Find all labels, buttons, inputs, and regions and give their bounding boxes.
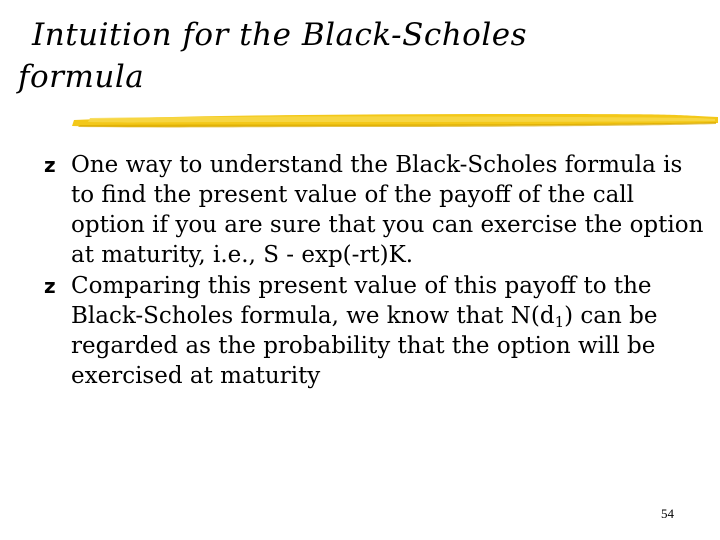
bullet-marker: z bbox=[44, 274, 56, 298]
page-number: 54 bbox=[661, 506, 674, 521]
subscript: 1 bbox=[554, 313, 565, 331]
bullet-text bbox=[71, 273, 657, 389]
bullet-text: One way to understand the Black-Scholes formula is to find the present value of the payoff of the call option if you are sure that you can exercise the option at maturity, i.e., S - exp(-rt)K. bbox=[71, 152, 704, 268]
bullet-marker: z bbox=[44, 153, 56, 177]
bullet-text-after: ) can be regarded as the probability that the option will be exercised at maturity bbox=[71, 303, 658, 389]
title-line-2: formula bbox=[18, 59, 145, 95]
bullet-item-2 bbox=[44, 271, 704, 391]
bullet-text-before: Comparing this present value of this payoff to the Black-Scholes formula, we know that N(d bbox=[71, 273, 652, 329]
title-line-1: Intuition for the Black-Scholes bbox=[32, 17, 527, 53]
bullet-list bbox=[44, 150, 704, 392]
title-underline-brushstroke bbox=[70, 106, 720, 132]
slide-title bbox=[18, 14, 698, 98]
bullet-item-1 bbox=[44, 150, 704, 270]
